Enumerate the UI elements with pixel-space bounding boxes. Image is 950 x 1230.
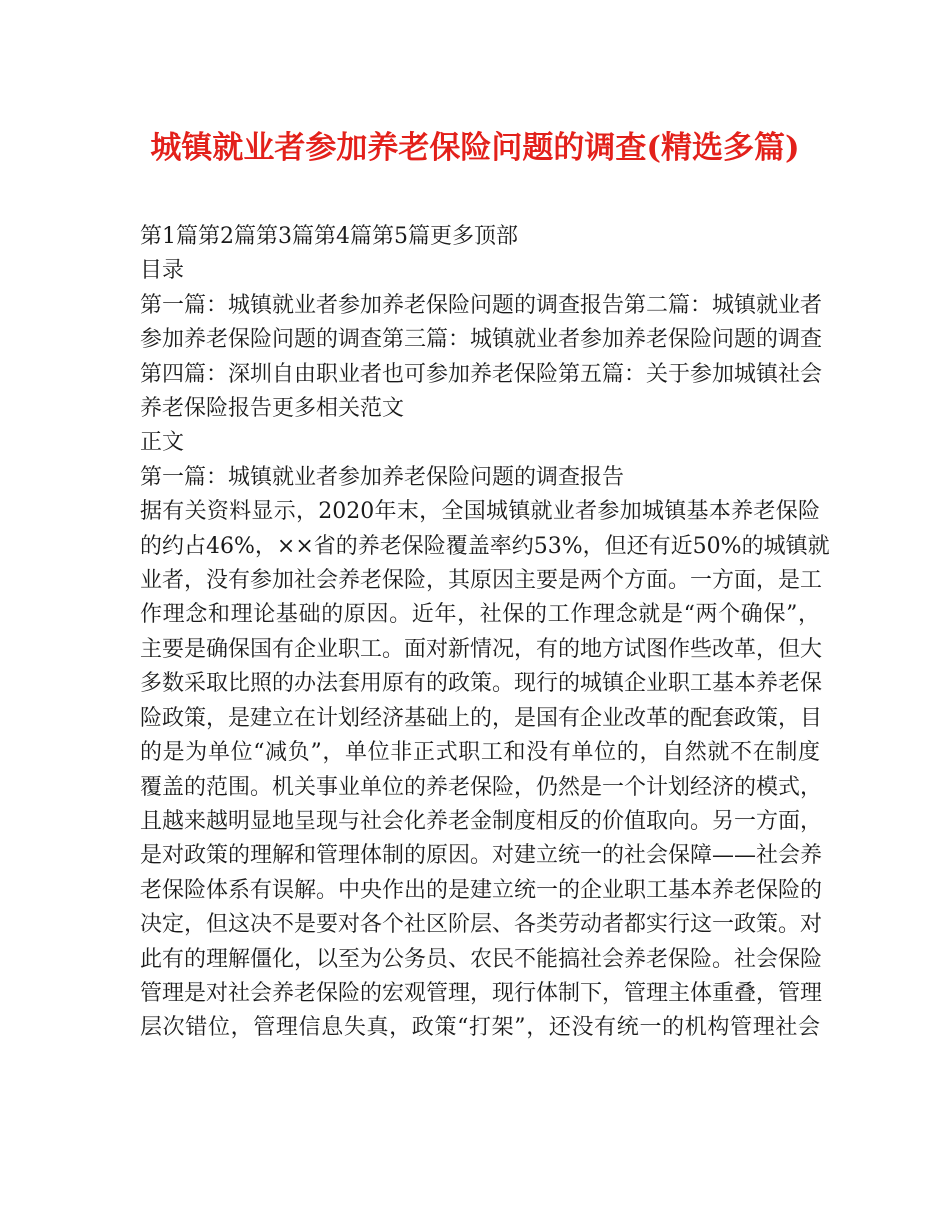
text-line: 老保险体系有误解。中央作出的是建立统一的企业职工基本养老保险的	[140, 877, 823, 903]
text-line: 正文	[140, 430, 185, 456]
text-line: 据有关资料显示，2020年末，全国城镇就业者参加城镇基本养老保险	[140, 499, 820, 525]
text-line: 参加养老保险问题的调查第三篇：城镇就业者参加养老保险问题的调查	[140, 327, 823, 353]
text-line: 决定，但这决不是要对各个社区阶层、各类劳动者都实行这一政策。对	[140, 912, 823, 938]
text-line: 第四篇：深圳自由职业者也可参加养老保险第五篇：关于参加城镇社会	[140, 361, 823, 387]
text-line: 此有的理解僵化，以至为公务员、农民不能搞社会养老保险。社会保险	[140, 946, 823, 972]
text-line: 险政策，是建立在计划经济基础上的，是国有企业改革的配套政策，目	[140, 705, 823, 731]
text-line: 养老保险报告更多相关范文	[140, 396, 405, 422]
text-line: 主要是确保国有企业职工。面对新情况，有的地方试图作些改革，但大	[140, 636, 823, 662]
text-line: 第一篇：城镇就业者参加养老保险问题的调查报告第二篇：城镇就业者	[140, 292, 823, 318]
text-line: 且越来越明显地呈现与社会化养老金制度相反的价值取向。另一方面，	[140, 808, 823, 834]
document-body	[140, 220, 830, 1046]
text-line: 作理念和理论基础的原因。近年，社保的工作理念就是“两个确保”，	[140, 602, 820, 628]
text-line: 第1篇第2篇第3篇第4篇第5篇更多顶部	[140, 224, 518, 249]
text-line: 的约占46%，××省的养老保险覆盖率约53%，但还有近50%的城镇就	[140, 533, 830, 559]
text-line: 业者，没有参加社会养老保险，其原因主要是两个方面。一方面，是工	[140, 568, 823, 594]
text-line: 第一篇：城镇就业者参加养老保险问题的调查报告	[140, 464, 625, 490]
document-title: 城镇就业者参加养老保险问题的调查(精选多篇)	[150, 130, 800, 166]
text-line: 覆盖的范围。机关事业单位的养老保险，仍然是一个计划经济的模式，	[140, 774, 823, 800]
text-line: 多数采取比照的办法套用原有的政策。现行的城镇企业职工基本养老保	[140, 671, 823, 697]
text-line: 的是为单位“减负”，单位非正式职工和没有单位的，自然就不在制度	[140, 740, 820, 766]
text-line: 管理是对社会养老保险的宏观管理，现行体制下，管理主体重叠，管理	[140, 980, 823, 1006]
text-line: 是对政策的理解和管理体制的原因。对建立统一的社会保障——社会养	[140, 843, 823, 869]
text-line: 目录	[140, 258, 185, 284]
text-line: 层次错位，管理信息失真，政策“打架”，还没有统一的机构管理社会	[140, 1015, 820, 1041]
